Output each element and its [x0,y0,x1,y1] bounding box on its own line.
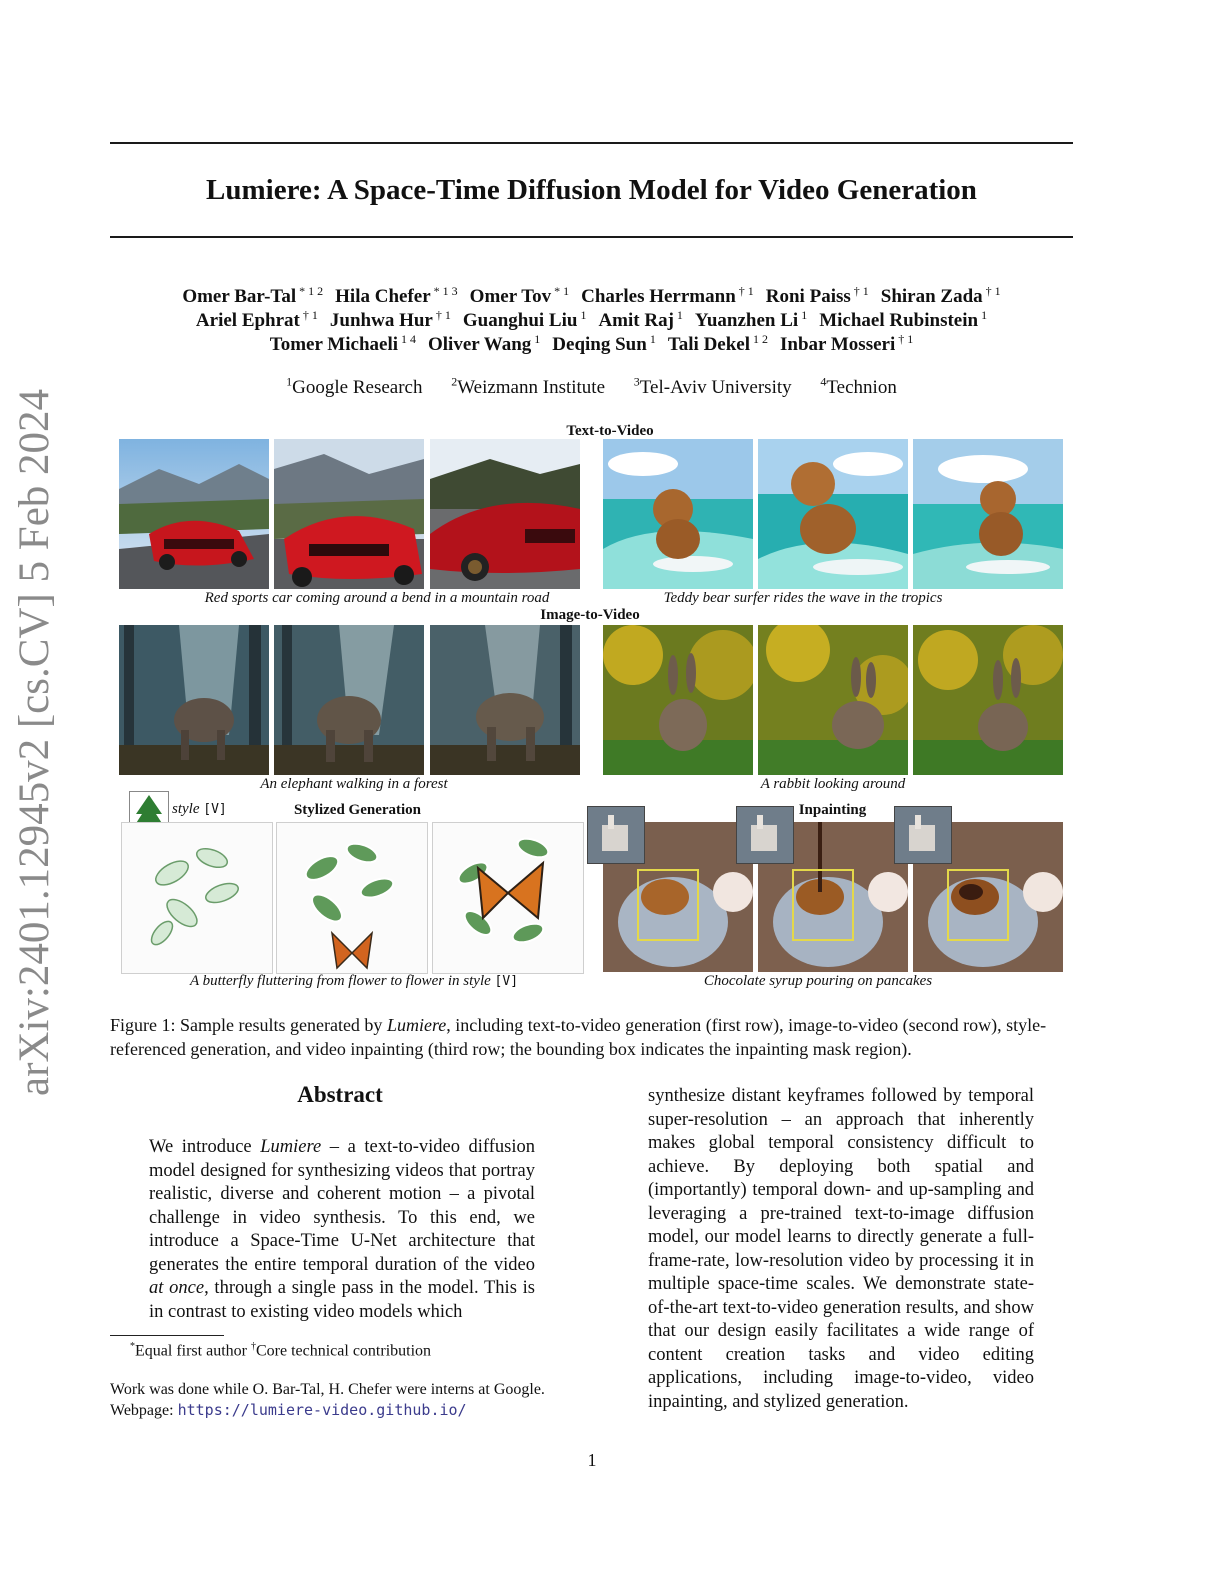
abstract-heading: Abstract [297,1082,383,1107]
author-name: Yuanzhen Li $^1$ [694,308,808,332]
mask-thumbnail [587,806,645,864]
author-name: Tomer Michaeli $^{1 4}$ [269,332,416,356]
teddy-frame-1 [603,439,753,589]
teddy-frame-3 [913,439,1063,589]
elephant-frame-3 [430,625,580,775]
author-name: Inbar Mosseri $^{\dagger 1}$ [780,332,914,356]
car-frame-2 [274,439,424,589]
footnote-contributions: *Equal first author †Core technical contribution [130,1341,432,1360]
author-name: Michael Rubinstein $^1$ [819,308,988,332]
figure-caption: Figure 1: Sample results generated by Lumiere, including text-to-video generation (first row), image-to-video (second row), style-referenced generation, and video inpainting (third row; the bounding box indicates the inpainting mask region). [110,1015,1047,1059]
stylized-frame-3 [432,822,584,974]
author-name: Guanghui Liu $^1$ [462,308,587,332]
author-name: Deqing Sun $^1$ [552,332,656,356]
author-name: Ariel Ephrat $^{\dagger 1}$ [195,308,318,332]
affiliations [110,369,1073,401]
teddy-frame-2 [758,439,908,589]
author-affiliation-marks: † 1 [898,332,914,346]
author-affiliation-marks: 1 [534,332,541,346]
author-affiliation-marks: 1 [649,332,656,346]
rabbit-frame-2 [758,625,908,775]
caption-teddy: Teddy bear surfer rides the wave in the tropics [663,590,943,606]
rabbit-frame-3 [913,625,1063,775]
title-bottom-rule [110,236,1073,238]
author-affiliation-marks: 1 4 [401,332,416,346]
elephant-frame-2 [274,625,424,775]
mask-thumbnail [736,806,794,864]
author-name: Omer Tov $^{* 1}$ [469,284,570,308]
section-label-text-to-video: Text-to-Video [566,423,654,439]
author-affiliation-marks: 1 [801,308,808,322]
author-name: Omer Bar-Tal $^{* 1 2}$ [182,284,324,308]
paper-title: Lumiere: A Space-Time Diffusion Model for Video Generation [206,174,977,206]
author-affiliation-marks: † 1 [302,308,318,322]
author-affiliation-marks: 1 [981,308,988,322]
author-affiliation-marks: † 1 [853,284,869,298]
rabbit-frame-1 [603,625,753,775]
author-name: Roni Paiss $^{\dagger 1}$ [765,284,869,308]
author-affiliation-marks: † 1 [985,284,1001,298]
author-name: Tali Dekel $^{1 2}$ [667,332,768,356]
mask-thumbnail [894,806,952,864]
caption-butterfly: A butterfly fluttering from flower to flower in style [V] [189,973,519,989]
caption-car: Red sports car coming around a bend in a mountain road [204,590,550,606]
affiliation: $^1$Google Research [286,375,423,399]
title-top-rule [110,142,1073,144]
footnote-notes: Work was done while O. Bar-Tal, H. Chefer were interns at Google. Webpage: https://lumiere-video.github.io/ [110,1381,545,1419]
car-frame-3 [430,439,580,589]
webpage-link[interactable]: https://lumiere-video.github.io/ [177,1401,467,1419]
author-name: Oliver Wang $^1$ [428,332,541,356]
author-affiliation-marks: 1 2 [753,332,768,346]
page-number: 1 [587,1450,597,1470]
author-affiliation-marks: * 1 2 [299,284,324,298]
caption-elephant: An elephant walking in a forest [260,776,448,792]
author-affiliation-marks: 1 [676,308,683,322]
author-affiliation-marks: † 1 [738,284,754,298]
caption-rabbit: A rabbit looking around [760,776,906,792]
section-label-stylized-generation: Stylized Generation [293,802,422,818]
affiliation: $^2$Weizmann Institute [451,375,606,399]
style-label: style [V] [172,801,227,817]
elephant-frame-1 [119,625,269,775]
author-name: Hila Chefer $^{* 1 3}$ [335,284,458,308]
author-affiliation-marks: † 1 [435,308,451,322]
arxiv-identifier: arXiv:2401.12945v2 [cs.CV] 5 Feb 2024 [11,388,58,1096]
author-name: Charles Herrmann $^{\dagger 1}$ [581,284,754,308]
caption-pancake: Chocolate syrup pouring on pancakes [703,973,933,989]
section-label-image-to-video: Image-to-Video [540,607,640,623]
stylized-frame-1 [121,822,273,974]
author-affiliation-marks: * 1 3 [433,284,458,298]
abstract-paragraph-right: synthesize distant keyframes followed by temporal super-resolution – an approach that inherently makes global temporal consistency difficult to achieve. By deploying both spatial and (importantly) temporal down- and up-sampling and leveraging a pre-trained text-to-image diffusion model, our model learns to directly generate a full-frame-rate, low-resolution video by processing it in multiple space-time scales. We demonstrate state-of-the-art text-to-video generation results, and show that our design easily facilitates a wide range of content creation tasks and video editing applications, including image-to-video, video inpainting, and stylized generation. [648,1086,1034,1412]
stylized-frame-2 [276,822,428,974]
style-token: [V] [203,802,227,817]
footnote-rule [110,1335,224,1336]
author-affiliation-marks: 1 [580,308,587,322]
author-name: Amit Raj $^1$ [598,308,683,332]
abstract-paragraph-left: We introduce Lumiere – a text-to-video diffusion model designed for synthesizing videos that portray realistic, diverse and coherent motion – a pivotal challenge in video synthesis. To this end, we introduce a Space-Time U-Net architecture that generates the entire temporal duration of the video at once, through a single pass in the model. This is in contrast to existing video models which [149,1137,535,1322]
author-line-3 [110,327,1073,357]
author-name: Shiran Zada $^{\dagger 1}$ [880,284,1001,308]
car-frame-1 [119,439,269,589]
section-label-inpainting: Inpainting [798,802,867,818]
affiliation: $^3$Tel-Aviv University [633,375,792,399]
author-name: Junhwa Hur $^{\dagger 1}$ [329,308,451,332]
author-affiliation-marks: * 1 [554,284,570,298]
affiliation: $^4$Technion [820,375,897,399]
